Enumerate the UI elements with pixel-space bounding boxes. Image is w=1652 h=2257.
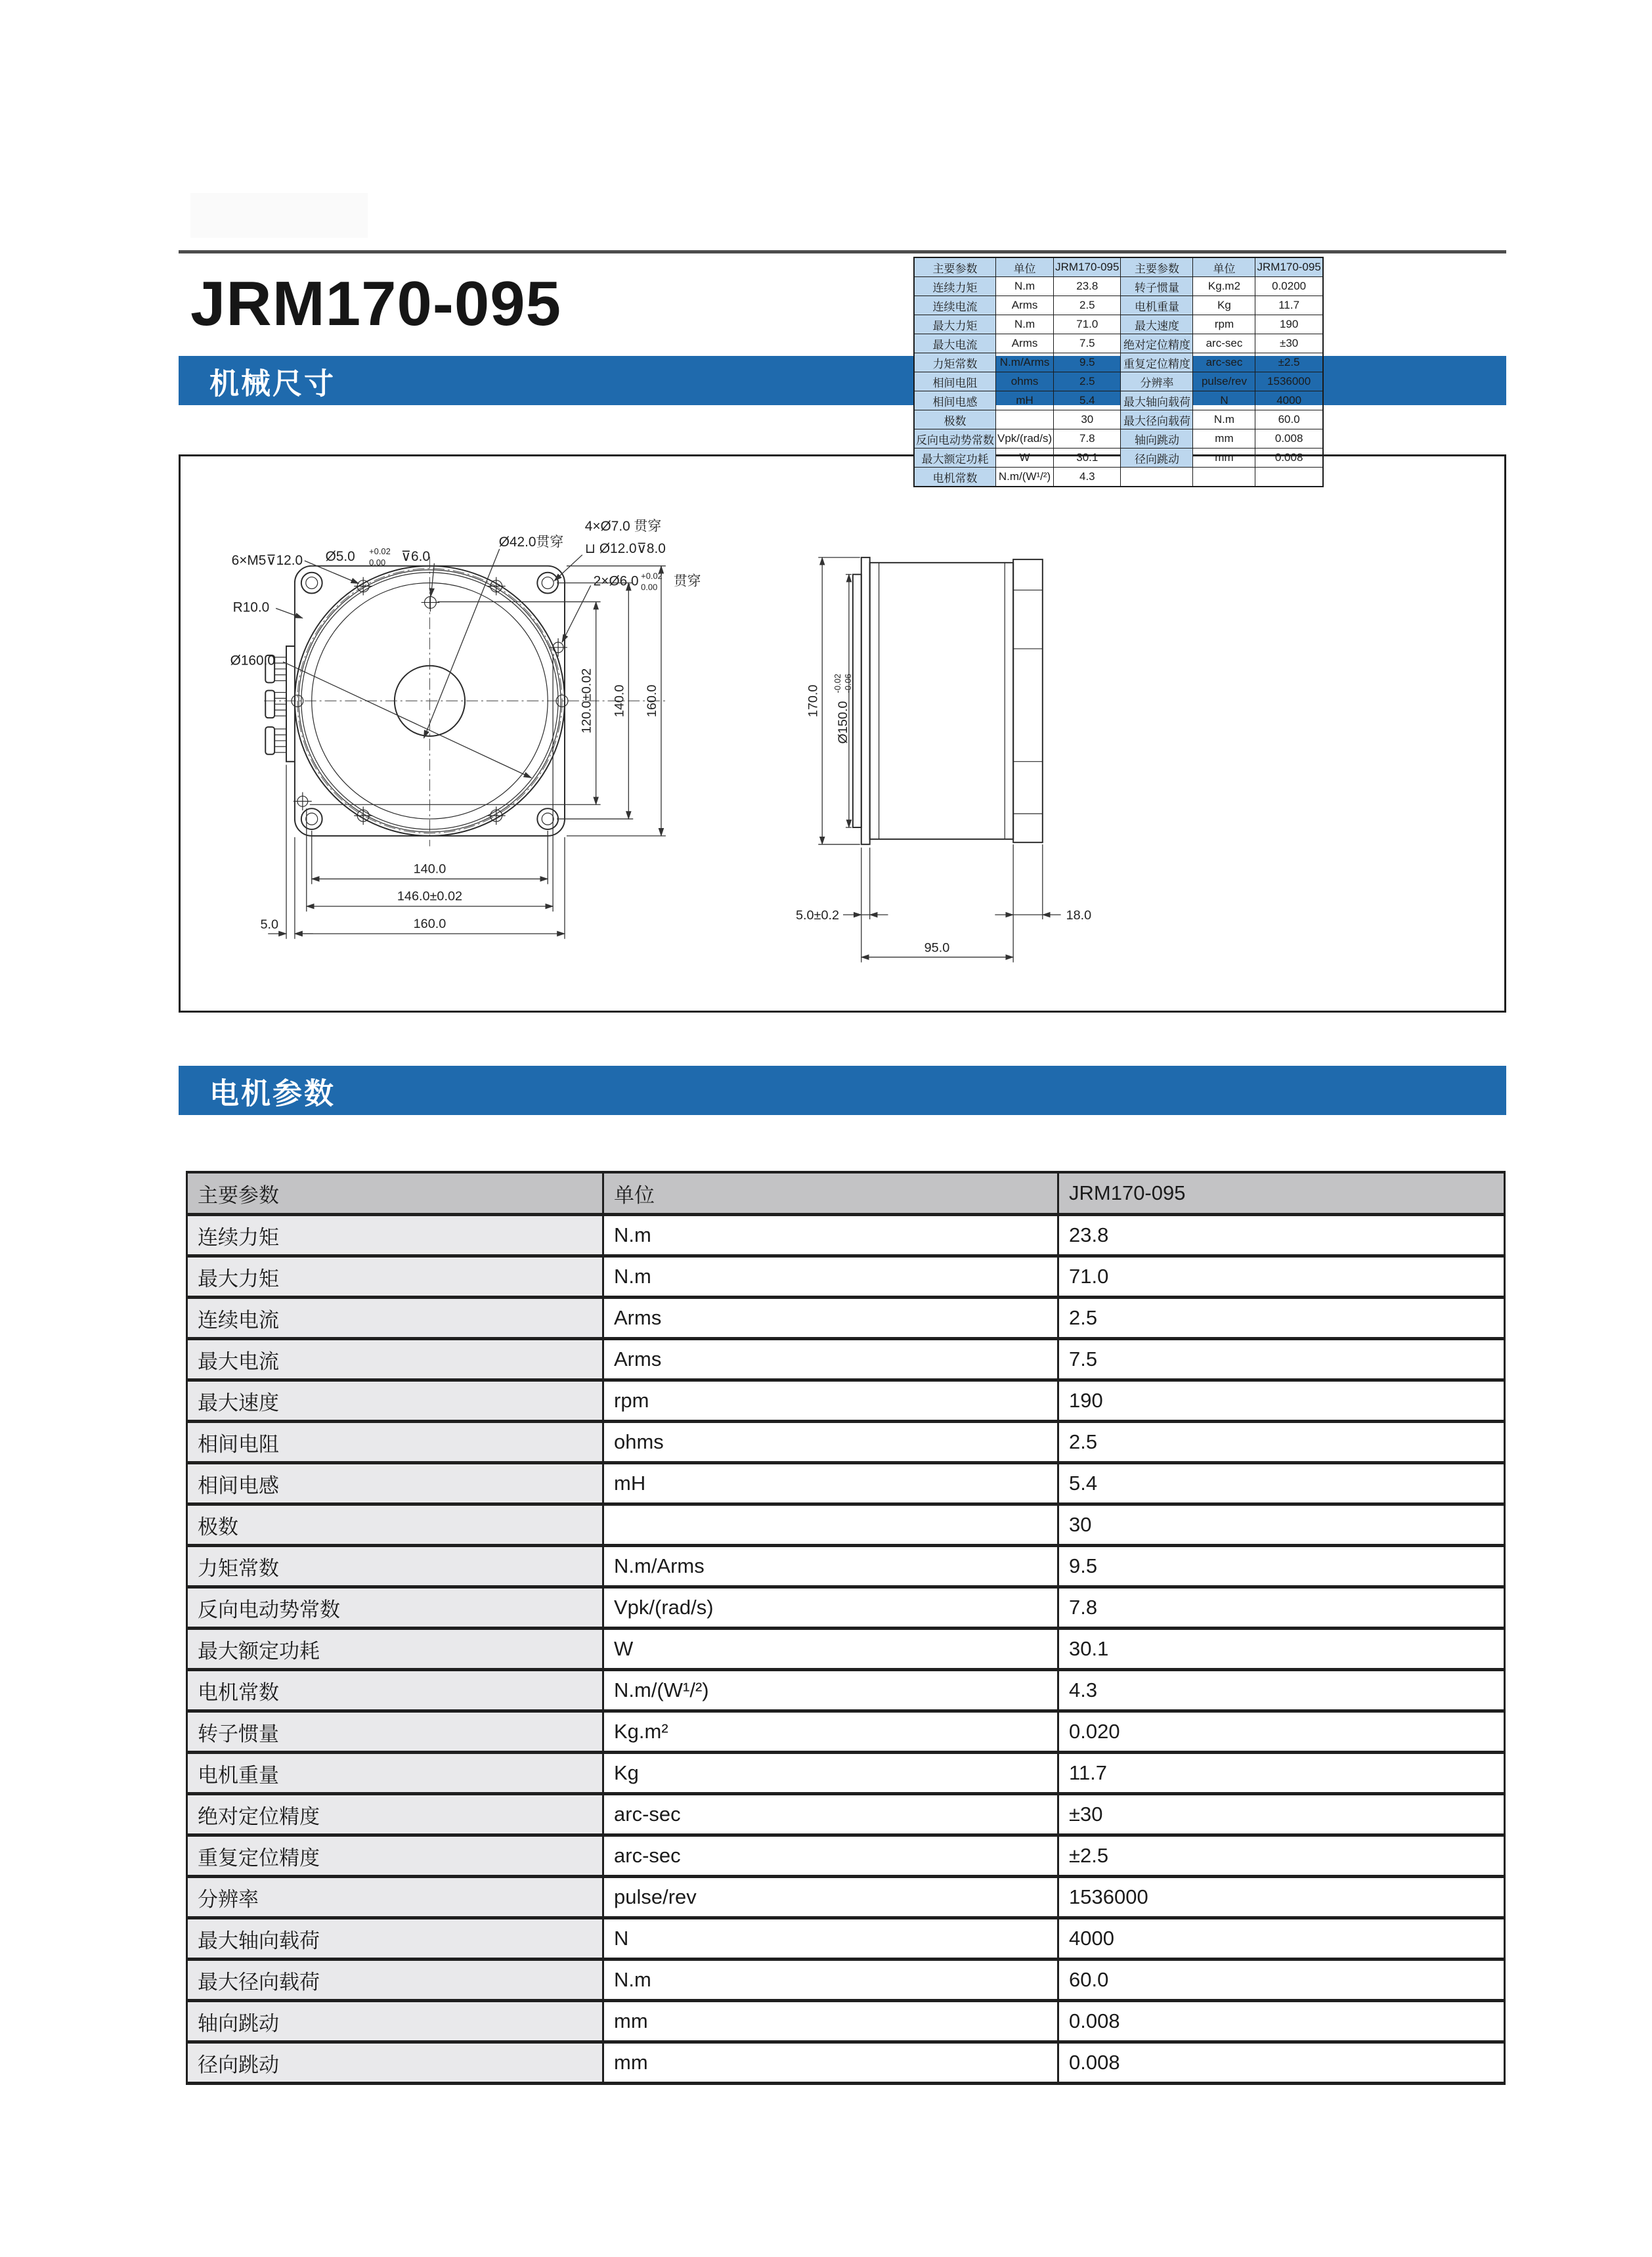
motor-unit-cell: rpm (603, 1380, 1058, 1422)
motor-value-cell: 11.7 (1058, 1753, 1505, 1794)
motor-value-cell: 30.1 (1058, 1629, 1505, 1670)
inset-table-row: 极数 30 最大径向载荷 N.m 60.0 (914, 410, 1323, 429)
inset-header-model-l: JRM170-095 (1054, 257, 1121, 277)
motor-value-cell: 0.008 (1058, 2042, 1505, 2084)
motor-parameter-table (186, 1171, 1506, 2085)
motor-value-cell: 4000 (1058, 1918, 1505, 1960)
side-view (796, 558, 1091, 963)
motor-table-row (187, 1215, 1505, 1256)
motor-unit-cell: W (603, 1629, 1058, 1670)
motor-value-cell: 23.8 (1058, 1215, 1505, 1256)
dim-140-b: 140.0 (413, 862, 446, 877)
inset-table-row: 相间电阻 ohms 2.5 分辨率 pulse/rev 1536000 (914, 372, 1323, 391)
inset-header-param-l: 主要参数 (914, 257, 996, 277)
header-rule (179, 250, 1506, 253)
motor-param-cell: 反向电动势常数 (187, 1587, 603, 1629)
inset-table-row: 电机常数 N.m/(W¹/²) 4.3 (914, 468, 1323, 487)
motor-table-header-row (187, 1172, 1505, 1215)
section-label-mechanical: 机械尺寸 (209, 366, 336, 400)
motor-value-cell: ±30 (1058, 1794, 1505, 1835)
motor-param-cell: 电机常数 (187, 1670, 603, 1711)
motor-param-cell: 最大轴向载荷 (187, 1918, 603, 1960)
motor-unit-cell: N.m (603, 1256, 1058, 1298)
motor-value-cell: ±2.5 (1058, 1835, 1505, 1877)
callout-pin6-sup: +0.02 (641, 571, 663, 581)
motor-table-row (187, 1463, 1505, 1504)
motor-param-cell: 分辨率 (187, 1877, 603, 1918)
motor-value-cell: 9.5 (1058, 1546, 1505, 1587)
section-label-motor-params: 电机参数 (209, 1076, 336, 1110)
motor-unit-cell: mm (603, 2001, 1058, 2042)
dim-160-b: 160.0 (413, 916, 446, 931)
motor-table-row (187, 1504, 1505, 1546)
motor-header-unit: 单位 (603, 1172, 1058, 1215)
dowel-pins (293, 594, 567, 811)
motor-table-row (187, 1256, 1505, 1298)
dim-140-v: 140.0 (612, 684, 627, 718)
inset-header-model-r: JRM170-095 (1255, 257, 1323, 277)
motor-unit-cell: mH (603, 1463, 1058, 1504)
section-bar-motor-params (179, 1066, 1506, 1115)
motor-value-cell: 71.0 (1058, 1256, 1505, 1298)
motor-value-cell: 190 (1058, 1380, 1505, 1422)
dim-150: Ø150.0 (835, 701, 850, 744)
motor-value-cell: 5.4 (1058, 1463, 1505, 1504)
motor-unit-cell: Vpk/(rad/s) (603, 1587, 1058, 1629)
motor-unit-cell: N.m/Arms (603, 1546, 1058, 1587)
inset-parameter-table (913, 257, 1324, 487)
motor-unit-cell: N.m/(W¹/²) (603, 1670, 1058, 1711)
inset-table-row: 连续电流 Arms 2.5 电机重量 Kg 11.7 (914, 296, 1323, 315)
motor-table-row (187, 2042, 1505, 2084)
motor-table-row (187, 1670, 1505, 1711)
motor-unit-cell: mm (603, 2042, 1058, 2084)
dim-120: 120.0±0.02 (579, 668, 594, 734)
motor-param-cell: 相间电阻 (187, 1422, 603, 1463)
motor-unit-cell: Kg (603, 1753, 1058, 1794)
motor-unit-cell (603, 1504, 1058, 1546)
motor-value-cell: 4.3 (1058, 1670, 1505, 1711)
motor-unit-cell: arc-sec (603, 1794, 1058, 1835)
dim-150-sub: -0.06 (842, 674, 853, 693)
motor-param-cell: 相间电感 (187, 1463, 603, 1504)
motor-value-cell: 30 (1058, 1504, 1505, 1546)
motor-param-cell: 径向跳动 (187, 2042, 603, 2084)
inset-header-unit-r: 单位 (1193, 257, 1255, 277)
motor-table-row (187, 1960, 1505, 2001)
page-title: JRM170-095 (190, 269, 561, 339)
motor-unit-cell: N (603, 1918, 1058, 1960)
callout-m5: 6×M5⊽12.0 (231, 552, 303, 568)
dim-170: 170.0 (806, 684, 821, 718)
motor-value-cell: 0.008 (1058, 2001, 1505, 2042)
inset-header-row (914, 257, 1323, 277)
dim-146-b: 146.0±0.02 (397, 889, 463, 904)
motor-table-row (187, 1753, 1505, 1794)
callout-dia160: Ø160.0 (230, 653, 276, 668)
dim-5-flange: 5.0±0.2 (795, 908, 840, 923)
motor-value-cell: 1536000 (1058, 1877, 1505, 1918)
motor-param-cell: 最大额定功耗 (187, 1629, 603, 1670)
motor-value-cell: 7.5 (1058, 1339, 1505, 1380)
motor-unit-cell: Kg.m² (603, 1711, 1058, 1753)
motor-table-row (187, 1380, 1505, 1422)
motor-table-row (187, 1587, 1505, 1629)
dim-150-sup: -0.02 (833, 674, 843, 693)
motor-table-row (187, 1835, 1505, 1877)
motor-value-cell: 0.020 (1058, 1711, 1505, 1753)
inset-table-row: 反向电动势常数 Vpk/(rad/s) 7.8 轴向跳动 mm 0.008 (914, 429, 1323, 449)
inset-table-row: 最大电流 Arms 7.5 绝对定位精度 arc-sec ±30 (914, 334, 1323, 353)
dim-18: 18.0 (1066, 908, 1092, 923)
callout-cbore-1: 4×Ø7.0 贯穿 (584, 519, 662, 535)
callout-cbore-2: ⊔ Ø12.0⊽8.0 (584, 540, 666, 556)
drawing-panel (179, 454, 1506, 1013)
callout-pin5-sup: +0.02 (369, 546, 391, 556)
motor-table-row (187, 1546, 1505, 1587)
callout-pin6-sub: 0.00 (641, 582, 658, 592)
motor-table-row (187, 1298, 1505, 1339)
motor-param-cell: 最大电流 (187, 1339, 603, 1380)
side-dims (796, 558, 1091, 963)
motor-unit-cell: N.m (603, 1960, 1058, 2001)
motor-unit-cell: arc-sec (603, 1835, 1058, 1877)
motor-param-cell: 极数 (187, 1504, 603, 1546)
dim-95: 95.0 (924, 940, 950, 955)
callout-pin6-tail: 贯穿 (673, 573, 701, 589)
inset-table-row: 相间电感 mH 5.4 最大轴向载荷 N 4000 (914, 391, 1323, 410)
motor-param-cell: 转子惯量 (187, 1711, 603, 1753)
logo-placeholder (190, 193, 368, 238)
inset-header-unit-l: 单位 (996, 257, 1054, 277)
inset-table-row: 力矩常数 N.m/Arms 9.5 重复定位精度 arc-sec ±2.5 (914, 353, 1323, 372)
motor-table-row (187, 1918, 1505, 1960)
motor-value-cell: 7.8 (1058, 1587, 1505, 1629)
dim-5-b: 5.0 (260, 917, 279, 932)
motor-unit-cell: pulse/rev (603, 1877, 1058, 1918)
inset-table-row: 最大额定功耗 W 30.1 径向跳动 mm 0.008 (914, 449, 1323, 468)
inset-table-row: 连续力矩 N.m 23.8 转子惯量 Kg.m2 0.0200 (914, 277, 1323, 296)
motor-header-param: 主要参数 (187, 1172, 603, 1215)
motor-param-cell: 绝对定位精度 (187, 1794, 603, 1835)
callout-pin5-tail: ⊽6.0 (401, 548, 431, 564)
motor-param-cell: 力矩常数 (187, 1546, 603, 1587)
motor-unit-cell: N.m (603, 1215, 1058, 1256)
callout-pin5-sub: 0.00 (369, 557, 386, 567)
inset-header-param-r: 主要参数 (1121, 257, 1193, 277)
callout-r10: R10.0 (232, 600, 270, 615)
callout-pin6: 2×Ø6.0 (593, 573, 639, 589)
motor-unit-cell: ohms (603, 1422, 1058, 1463)
dimension-drawing-svg (181, 456, 1504, 1011)
motor-unit-cell: Arms (603, 1339, 1058, 1380)
motor-unit-cell: Arms (603, 1298, 1058, 1339)
motor-table-row (187, 1794, 1505, 1835)
motor-value-cell: 2.5 (1058, 1422, 1505, 1463)
motor-table-row (187, 1711, 1505, 1753)
motor-param-cell: 轴向跳动 (187, 2001, 603, 2042)
motor-table-row (187, 1629, 1505, 1670)
motor-param-cell: 最大径向载荷 (187, 1960, 603, 2001)
callout-bore42: Ø42.0贯穿 (498, 535, 564, 550)
motor-table-row (187, 1877, 1505, 1918)
dim-160-v: 160.0 (645, 684, 660, 718)
motor-param-cell: 电机重量 (187, 1753, 603, 1794)
motor-header-model: JRM170-095 (1058, 1172, 1505, 1215)
motor-value-cell: 2.5 (1058, 1298, 1505, 1339)
inset-table-row: 最大力矩 N.m 71.0 最大速度 rpm 190 (914, 315, 1323, 334)
motor-param-cell: 最大力矩 (187, 1256, 603, 1298)
motor-table-row (187, 1422, 1505, 1463)
motor-param-cell: 重复定位精度 (187, 1835, 603, 1877)
motor-table-row (187, 2001, 1505, 2042)
front-view (230, 519, 701, 939)
motor-param-cell: 连续力矩 (187, 1215, 603, 1256)
callout-pin5: Ø5.0 (325, 548, 355, 564)
motor-value-cell: 60.0 (1058, 1960, 1505, 2001)
motor-table-row (187, 1339, 1505, 1380)
motor-param-cell: 最大速度 (187, 1380, 603, 1422)
motor-param-cell: 连续电流 (187, 1298, 603, 1339)
